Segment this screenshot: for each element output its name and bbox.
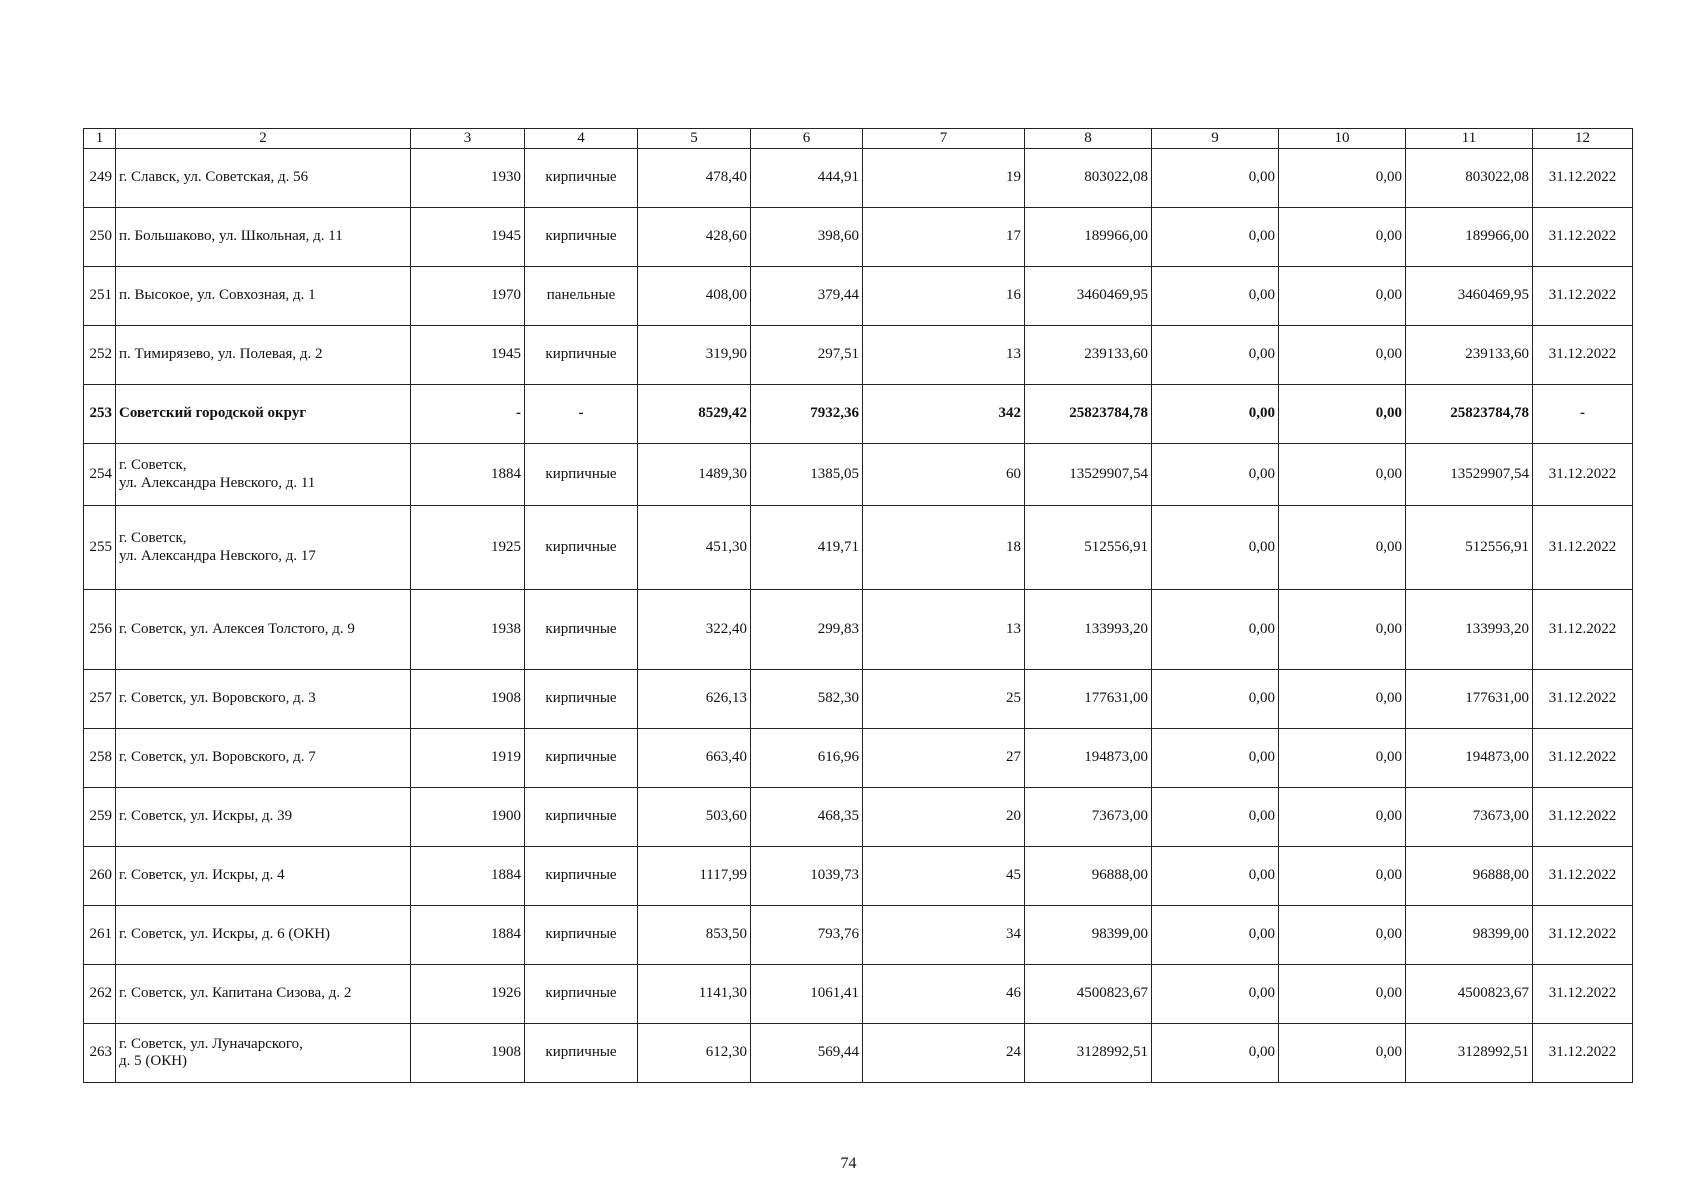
- address-text: г. Советск, ул. Воровского, д. 3: [119, 690, 316, 707]
- column-8-cell: 96888,00: [1025, 847, 1152, 906]
- column-10-cell: 0,00: [1279, 1024, 1406, 1083]
- column-5-cell: 612,30: [638, 1024, 751, 1083]
- table-row: [84, 965, 1633, 1024]
- column-7-cell: 20: [863, 788, 1025, 847]
- year-cell: 1884: [411, 906, 525, 965]
- column-8-cell: 3460469,95: [1025, 267, 1152, 326]
- address-cell: [116, 506, 411, 590]
- column-10-cell: 0,00: [1279, 326, 1406, 385]
- column-9-cell: 0,00: [1152, 326, 1279, 385]
- column-12-cell: 31.12.2022: [1533, 326, 1633, 385]
- column-9-cell: 0,00: [1152, 267, 1279, 326]
- table-row: [84, 788, 1633, 847]
- row-number: 257: [84, 670, 116, 729]
- column-12-cell: 31.12.2022: [1533, 788, 1633, 847]
- wall-material-cell: кирпичные: [525, 906, 638, 965]
- column-6-cell: 444,91: [751, 149, 863, 208]
- address-cell: [116, 590, 411, 670]
- year-cell: 1900: [411, 788, 525, 847]
- row-number: 253: [84, 385, 116, 444]
- column-7-cell: 46: [863, 965, 1025, 1024]
- column-10-cell: 0,00: [1279, 208, 1406, 267]
- wall-material-cell: кирпичные: [525, 788, 638, 847]
- column-11-cell: 239133,60: [1406, 326, 1533, 385]
- address-text: г. Советск, ул. Искры, д. 39: [119, 808, 293, 825]
- column-8-cell: 25823784,78: [1025, 385, 1152, 444]
- column-number-header: 10: [1279, 129, 1406, 149]
- column-11-cell: 3460469,95: [1406, 267, 1533, 326]
- column-number-header: 1: [84, 129, 116, 149]
- wall-material-cell: кирпичные: [525, 149, 638, 208]
- column-5-cell: 1141,30: [638, 965, 751, 1024]
- row-number: 258: [84, 729, 116, 788]
- column-9-cell: 0,00: [1152, 506, 1279, 590]
- column-8-cell: 98399,00: [1025, 906, 1152, 965]
- address-text: г. Советск, ул. Искры, д. 4: [119, 867, 285, 884]
- column-5-cell: 478,40: [638, 149, 751, 208]
- row-number: 250: [84, 208, 116, 267]
- year-cell: 1945: [411, 208, 525, 267]
- row-number: 262: [84, 965, 116, 1024]
- column-number-header: 5: [638, 129, 751, 149]
- column-9-cell: 0,00: [1152, 590, 1279, 670]
- column-7-cell: 342: [863, 385, 1025, 444]
- column-5-cell: 319,90: [638, 326, 751, 385]
- column-8-cell: 177631,00: [1025, 670, 1152, 729]
- column-6-cell: 793,76: [751, 906, 863, 965]
- column-10-cell: 0,00: [1279, 590, 1406, 670]
- column-6-cell: 7932,36: [751, 385, 863, 444]
- column-12-cell: 31.12.2022: [1533, 590, 1633, 670]
- address-cell: [116, 670, 411, 729]
- table-row: [84, 906, 1633, 965]
- column-12-cell: 31.12.2022: [1533, 444, 1633, 506]
- column-9-cell: 0,00: [1152, 208, 1279, 267]
- wall-material-cell: -: [525, 385, 638, 444]
- wall-material-cell: кирпичные: [525, 965, 638, 1024]
- column-number-header: 7: [863, 129, 1025, 149]
- column-6-cell: 1039,73: [751, 847, 863, 906]
- address-cell: [116, 847, 411, 906]
- column-10-cell: 0,00: [1279, 267, 1406, 326]
- column-8-cell: 73673,00: [1025, 788, 1152, 847]
- row-number: 249: [84, 149, 116, 208]
- column-6-cell: 299,83: [751, 590, 863, 670]
- address-cell: [116, 965, 411, 1024]
- column-number-header-row: [84, 129, 1633, 149]
- address-text: г. Советск, ул. Луначарского, д. 5 (ОКН): [119, 1035, 303, 1069]
- column-12-cell: 31.12.2022: [1533, 847, 1633, 906]
- column-12-cell: 31.12.2022: [1533, 506, 1633, 590]
- address-cell: [116, 444, 411, 506]
- wall-material-cell: кирпичные: [525, 444, 638, 506]
- year-cell: 1884: [411, 847, 525, 906]
- column-12-cell: 31.12.2022: [1533, 208, 1633, 267]
- year-cell: 1884: [411, 444, 525, 506]
- column-7-cell: 34: [863, 906, 1025, 965]
- column-7-cell: 60: [863, 444, 1025, 506]
- address-cell: [116, 729, 411, 788]
- column-5-cell: 408,00: [638, 267, 751, 326]
- table-row: [84, 590, 1633, 670]
- column-11-cell: 96888,00: [1406, 847, 1533, 906]
- table-row: [84, 670, 1633, 729]
- column-12-cell: -: [1533, 385, 1633, 444]
- year-cell: 1925: [411, 506, 525, 590]
- column-11-cell: 512556,91: [1406, 506, 1533, 590]
- column-9-cell: 0,00: [1152, 729, 1279, 788]
- column-12-cell: 31.12.2022: [1533, 729, 1633, 788]
- address-cell: [116, 326, 411, 385]
- year-cell: 1919: [411, 729, 525, 788]
- column-12-cell: 31.12.2022: [1533, 670, 1633, 729]
- column-10-cell: 0,00: [1279, 149, 1406, 208]
- table-row: [84, 1024, 1633, 1083]
- column-6-cell: 398,60: [751, 208, 863, 267]
- housing-register-table: [83, 128, 1633, 1083]
- year-cell: 1938: [411, 590, 525, 670]
- column-8-cell: 189966,00: [1025, 208, 1152, 267]
- column-number-header: 2: [116, 129, 411, 149]
- column-11-cell: 189966,00: [1406, 208, 1533, 267]
- wall-material-cell: кирпичные: [525, 729, 638, 788]
- column-5-cell: 503,60: [638, 788, 751, 847]
- column-9-cell: 0,00: [1152, 788, 1279, 847]
- column-12-cell: 31.12.2022: [1533, 149, 1633, 208]
- year-cell: 1908: [411, 1024, 525, 1083]
- column-number-header: 6: [751, 129, 863, 149]
- column-7-cell: 27: [863, 729, 1025, 788]
- address-cell: [116, 267, 411, 326]
- wall-material-cell: кирпичные: [525, 670, 638, 729]
- wall-material-cell: кирпичные: [525, 208, 638, 267]
- column-10-cell: 0,00: [1279, 444, 1406, 506]
- wall-material-cell: кирпичные: [525, 326, 638, 385]
- row-number: 259: [84, 788, 116, 847]
- column-5-cell: 451,30: [638, 506, 751, 590]
- address-text: г. Советск, ул. Алексея Толстого, д. 9: [119, 620, 355, 637]
- column-10-cell: 0,00: [1279, 385, 1406, 444]
- column-8-cell: 133993,20: [1025, 590, 1152, 670]
- column-12-cell: 31.12.2022: [1533, 1024, 1633, 1083]
- column-7-cell: 13: [863, 326, 1025, 385]
- register-sheet: [83, 128, 1632, 1083]
- column-8-cell: 803022,08: [1025, 149, 1152, 208]
- row-number: 254: [84, 444, 116, 506]
- year-cell: 1945: [411, 326, 525, 385]
- row-number: 252: [84, 326, 116, 385]
- column-11-cell: 98399,00: [1406, 906, 1533, 965]
- column-number-header: 3: [411, 129, 525, 149]
- column-5-cell: 1489,30: [638, 444, 751, 506]
- row-number: 255: [84, 506, 116, 590]
- column-7-cell: 19: [863, 149, 1025, 208]
- address-cell: [116, 1024, 411, 1083]
- address-text: г. Советск, ул. Александра Невского, д. 17: [119, 530, 316, 564]
- column-8-cell: 3128992,51: [1025, 1024, 1152, 1083]
- column-number-header: 8: [1025, 129, 1152, 149]
- address-text: г. Советск, ул. Искры, д. 6 (ОКН): [119, 926, 331, 943]
- column-11-cell: 133993,20: [1406, 590, 1533, 670]
- column-11-cell: 25823784,78: [1406, 385, 1533, 444]
- column-6-cell: 379,44: [751, 267, 863, 326]
- column-10-cell: 0,00: [1279, 788, 1406, 847]
- column-6-cell: 419,71: [751, 506, 863, 590]
- address-text: п. Высокое, ул. Совхозная, д. 1: [119, 287, 316, 304]
- column-12-cell: 31.12.2022: [1533, 965, 1633, 1024]
- column-10-cell: 0,00: [1279, 729, 1406, 788]
- table-total-row: [84, 385, 1633, 444]
- column-6-cell: 468,35: [751, 788, 863, 847]
- column-6-cell: 1061,41: [751, 965, 863, 1024]
- row-number: 261: [84, 906, 116, 965]
- column-7-cell: 18: [863, 506, 1025, 590]
- column-9-cell: 0,00: [1152, 149, 1279, 208]
- column-5-cell: 428,60: [638, 208, 751, 267]
- column-number-header: 9: [1152, 129, 1279, 149]
- column-9-cell: 0,00: [1152, 385, 1279, 444]
- column-7-cell: 13: [863, 590, 1025, 670]
- row-number: 260: [84, 847, 116, 906]
- column-7-cell: 24: [863, 1024, 1025, 1083]
- column-5-cell: 1117,99: [638, 847, 751, 906]
- wall-material-cell: кирпичные: [525, 847, 638, 906]
- column-11-cell: 3128992,51: [1406, 1024, 1533, 1083]
- address-cell: [116, 906, 411, 965]
- column-10-cell: 0,00: [1279, 670, 1406, 729]
- row-number: 263: [84, 1024, 116, 1083]
- address-text: г. Советск, ул. Капитана Сизова, д. 2: [119, 985, 352, 1002]
- column-9-cell: 0,00: [1152, 1024, 1279, 1083]
- column-8-cell: 13529907,54: [1025, 444, 1152, 506]
- address-cell: [116, 788, 411, 847]
- wall-material-cell: кирпичные: [525, 1024, 638, 1083]
- column-6-cell: 582,30: [751, 670, 863, 729]
- column-10-cell: 0,00: [1279, 847, 1406, 906]
- column-9-cell: 0,00: [1152, 847, 1279, 906]
- table-row: [84, 444, 1633, 506]
- address-cell: [116, 149, 411, 208]
- year-cell: 1926: [411, 965, 525, 1024]
- column-5-cell: 853,50: [638, 906, 751, 965]
- column-7-cell: 25: [863, 670, 1025, 729]
- column-6-cell: 297,51: [751, 326, 863, 385]
- address-text: п. Тимирязево, ул. Полевая, д. 2: [119, 346, 323, 363]
- column-10-cell: 0,00: [1279, 965, 1406, 1024]
- column-6-cell: 1385,05: [751, 444, 863, 506]
- column-11-cell: 73673,00: [1406, 788, 1533, 847]
- table-row: [84, 326, 1633, 385]
- column-5-cell: 626,13: [638, 670, 751, 729]
- row-number: 256: [84, 590, 116, 670]
- column-6-cell: 616,96: [751, 729, 863, 788]
- table-row: [84, 729, 1633, 788]
- column-9-cell: 0,00: [1152, 444, 1279, 506]
- column-8-cell: 512556,91: [1025, 506, 1152, 590]
- address-cell: [116, 208, 411, 267]
- column-7-cell: 45: [863, 847, 1025, 906]
- column-7-cell: 17: [863, 208, 1025, 267]
- table-body: [84, 129, 1633, 1083]
- address-text: п. Большаково, ул. Школьная, д. 11: [119, 228, 343, 245]
- page-number: 74: [840, 1155, 857, 1172]
- table-row: [84, 506, 1633, 590]
- column-number-header: 11: [1406, 129, 1533, 149]
- column-12-cell: 31.12.2022: [1533, 906, 1633, 965]
- address-text: г. Советск, ул. Александра Невского, д. 11: [119, 457, 316, 491]
- column-5-cell: 8529,42: [638, 385, 751, 444]
- column-5-cell: 663,40: [638, 729, 751, 788]
- table-row: [84, 208, 1633, 267]
- column-10-cell: 0,00: [1279, 906, 1406, 965]
- column-8-cell: 239133,60: [1025, 326, 1152, 385]
- column-number-header: 12: [1533, 129, 1633, 149]
- column-6-cell: 569,44: [751, 1024, 863, 1083]
- column-11-cell: 177631,00: [1406, 670, 1533, 729]
- address-text: г. Славск, ул. Советская, д. 56: [119, 169, 309, 186]
- column-9-cell: 0,00: [1152, 965, 1279, 1024]
- column-9-cell: 0,00: [1152, 670, 1279, 729]
- column-11-cell: 4500823,67: [1406, 965, 1533, 1024]
- column-10-cell: 0,00: [1279, 506, 1406, 590]
- year-cell: 1930: [411, 149, 525, 208]
- row-number: 251: [84, 267, 116, 326]
- table-row: [84, 149, 1633, 208]
- table-row: [84, 267, 1633, 326]
- column-number-header: 4: [525, 129, 638, 149]
- column-12-cell: 31.12.2022: [1533, 267, 1633, 326]
- address-text: г. Советск, ул. Воровского, д. 7: [119, 749, 316, 766]
- address-cell: [116, 385, 411, 444]
- year-cell: -: [411, 385, 525, 444]
- column-5-cell: 322,40: [638, 590, 751, 670]
- column-9-cell: 0,00: [1152, 906, 1279, 965]
- year-cell: 1970: [411, 267, 525, 326]
- column-11-cell: 194873,00: [1406, 729, 1533, 788]
- wall-material-cell: панельные: [525, 267, 638, 326]
- table-row: [84, 847, 1633, 906]
- column-11-cell: 13529907,54: [1406, 444, 1533, 506]
- column-11-cell: 803022,08: [1406, 149, 1533, 208]
- wall-material-cell: кирпичные: [525, 506, 638, 590]
- column-8-cell: 194873,00: [1025, 729, 1152, 788]
- wall-material-cell: кирпичные: [525, 590, 638, 670]
- column-7-cell: 16: [863, 267, 1025, 326]
- address-text: Советский городской округ: [119, 405, 307, 422]
- column-8-cell: 4500823,67: [1025, 965, 1152, 1024]
- year-cell: 1908: [411, 670, 525, 729]
